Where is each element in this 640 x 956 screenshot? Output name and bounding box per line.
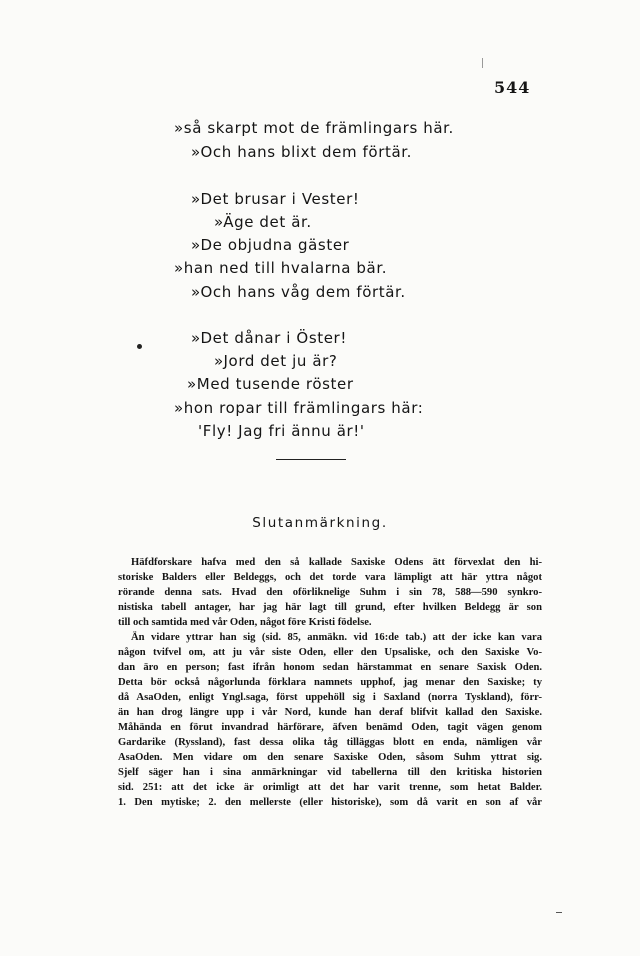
section-divider bbox=[276, 459, 346, 460]
note-line: Måhända en förut invandrad härförare, äfven benämd Oden, tagit vägen genom bbox=[118, 722, 542, 733]
note-line: Häfdforskare hafva med den så kallade Saxiske Odens ätt förvexlat den hi- bbox=[131, 557, 542, 568]
note-line: än han drog längre upp i vår Nord, kunde han deraf blifvit kallad den Saxiske. bbox=[118, 707, 542, 718]
poem-line: »så skarpt mot de främlingars här. bbox=[174, 119, 454, 137]
note-line: Detta bör också någorlunda förklara namnets upphof, jag menar den Saxiske; ty bbox=[118, 677, 542, 688]
poem-line: »Och hans våg dem förtär. bbox=[191, 283, 406, 301]
note-line: då AsaOden, enligt Yngl.saga, först uppehöll sig i Saxland (norra Tyskland), förr- bbox=[118, 692, 542, 703]
poem-line: »Det brusar i Vester! bbox=[191, 190, 360, 208]
poem-line: »Det dånar i Öster! bbox=[191, 329, 347, 347]
note-line: dan äro en person; fast ifrån honom sedan härstammat en senare Saxisk Oden. bbox=[118, 662, 542, 673]
poem-line: »De objudna gäster bbox=[191, 236, 350, 254]
note-line: rörande denna sats. Hvad den oförliknelige Suhm i sin 78, 588—590 synkro- bbox=[118, 587, 542, 598]
note-line: Sjelf säger han i sina anmärkningar vid tabellerna till den kritiska historien bbox=[118, 767, 542, 778]
poem-line: »Jord det ju är? bbox=[214, 352, 338, 370]
note-line: sid. 251: att det icke är orimligt att det har varit trenne, som hetat Balder. bbox=[118, 782, 542, 793]
poem-line: 'Fly! Jag fri ännu är!' bbox=[198, 422, 365, 440]
note-line: till och samtida med vår Oden, något före Kristi födelse. bbox=[118, 617, 372, 628]
note-line: AsaOden. Men vidare om den senare Saxiske Oden, såsom Suhm yttrat sig. bbox=[118, 752, 542, 763]
poem-line: »han ned till hvalarna bär. bbox=[174, 259, 388, 277]
note-line: någon tvifvel om, att ju vår siste Oden, eller den Upsaliske, och den Saxiske Vo- bbox=[118, 647, 542, 658]
poem-line: »hon ropar till främlingars här: bbox=[174, 399, 424, 417]
margin-mark bbox=[556, 912, 562, 913]
poem-line: »Äge det är. bbox=[214, 213, 312, 231]
note-line: Än vidare yttrar han sig (sid. 85, anmäkn. vid 16:de tab.) att der icke kan vara bbox=[131, 632, 542, 643]
note-line: storiske Balders eller Beldeggs, och det torde vara lämpligt att här yttra något bbox=[118, 572, 542, 583]
note-line: Gardarike (Ryssland), fast dessa olika tåg tilläggas blott en enda, nämligen vår bbox=[118, 737, 542, 748]
margin-mark bbox=[482, 58, 483, 68]
poem-line: »Med tusende röster bbox=[187, 375, 354, 393]
note-title: Slutanmärkning. bbox=[252, 515, 388, 531]
note-line: nistiska tabell antager, har jag här lagt till grund, efter hvilken Beldegg är son bbox=[118, 602, 542, 613]
poem-line: »Och hans blixt dem förtär. bbox=[191, 143, 412, 161]
bullet-mark bbox=[137, 344, 142, 349]
page-number: 544 bbox=[494, 78, 531, 97]
note-line: 1. Den mytiske; 2. den mellerste (eller historiske), som då varit en son af vår bbox=[118, 797, 542, 808]
